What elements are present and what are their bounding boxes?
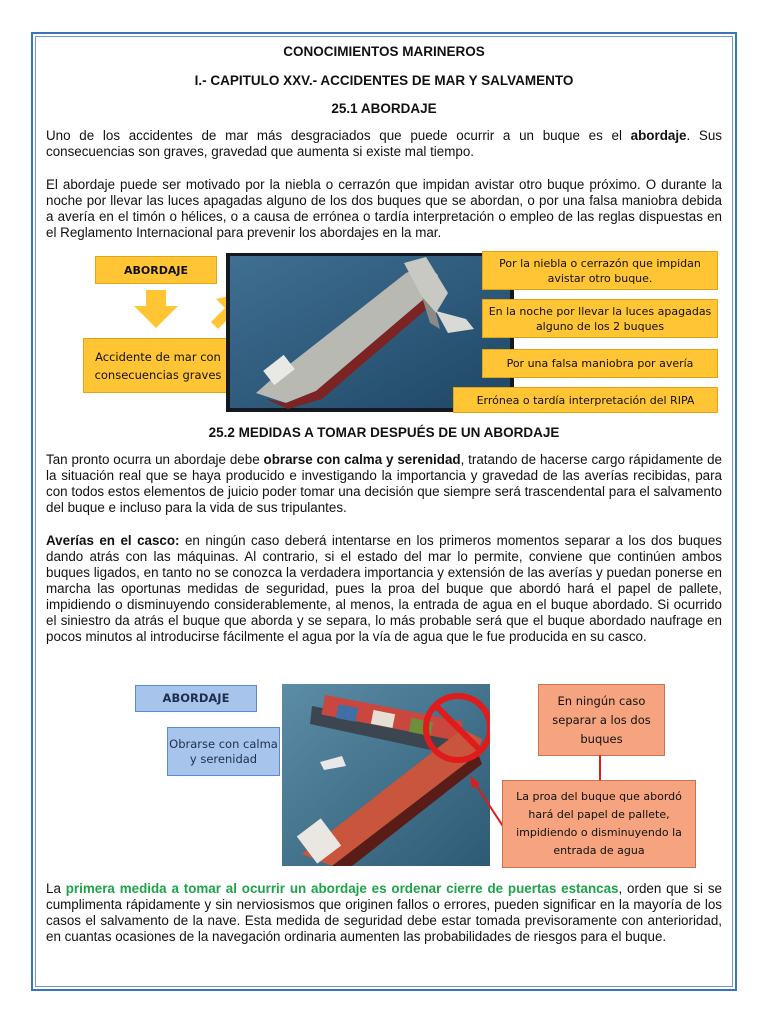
- bow-pallete-box: La proa del buque que abordó hará del papel de pallete, impidiendo o disminuyendo la entrada de agua: [502, 780, 696, 868]
- paragraph-hull-damage-text: en ningún caso deberá intentarse en los primeros momentos separar a los dos buques dando atrás con las máquinas. Al contrario, si el estado del mar lo permite, conviene que continúen ambos buques ligados, en tanto no se conozca la verdadera importancia y extensión de las averías y puedan ponerse en marcha las oportunas medidas de seguridad, pues la proa del buque que abordó hará el papel de pallete, impidiendo o disminuyendo considerablemente, al menos, la entrada de agua en el buque abordado. Si ocurrido el siniestro da atrás el buque que aborda y se separa, lo más probable será que el buque abordado naufrage en pocos minutos al introducirse fácilmente el agua por la vía de agua que le fue producida en su casco.: [46, 533, 723, 644]
- paragraph-calm-bold: obrarse con calma y serenidad: [263, 452, 461, 467]
- paragraph-causes: El abordaje puede ser motivado por la niebla o cerrazón que impidan avistar otro buque próximo. O durante la noche por llevar las luces apagadas alguno de los dos buques que se abordan, o por una falsa maniobra debida a avería en el timón o hélices, o a causa de errónea o tardía interpretación o empleo de las reglas dispuestas en el Reglamento Internacional para prevenir los abordajes en la mar.: [46, 177, 722, 240]
- paragraph-watertight-text-a: La: [46, 881, 66, 896]
- paragraph-watertight-doors: [46, 881, 722, 945]
- section-heading-abordaje: 25.1 ABORDAJE: [331, 101, 437, 116]
- paragraph-watertight-highlight: primera medida a tomar al ocurrir un abordaje es ordenar cierre de puertas estancas: [65, 881, 619, 896]
- paragraph-intro-text-c: . Sus consecuencias son graves, gravedad que aumenta si existe mal tiempo.: [46, 128, 722, 159]
- abordaje-title-box: ABORDAJE: [95, 256, 217, 284]
- paragraph-watertight-text-c: , orden que si se cumplimenta rápidamente y sin nerviosismos que originen fallos o errores, pueden significar en la mayoría de los casos el salvamento de la nave. Esta medida de seguridad debe estar tomada previsoramente con anterioridad, en cuantas ocasiones de la navegación ordinaria aumenten las probabilidades de riesgos para el buque.: [46, 881, 722, 944]
- paragraph-hull-damage-bold: Averías en el casco:: [46, 533, 180, 548]
- paragraph-calm-text-a: Tan pronto ocurra un abordaje debe: [46, 452, 264, 467]
- down-arrow-icon: [132, 290, 180, 330]
- chapter-heading: I.- CAPITULO XXV.- ACCIDENTES DE MAR Y SALVAMENTO: [194, 73, 574, 88]
- cause-night-lights-box: En la noche por llevar la luces apagadas alguno de los 2 buques: [482, 299, 718, 338]
- paragraph-intro: [46, 128, 722, 160]
- cause-maneuver-box: Por una falsa maniobra por avería: [482, 349, 718, 378]
- paragraph-intro-text-a: Uno de los accidentes de mar más desgraciados que puede ocurrir a un buque es el: [46, 128, 631, 143]
- paragraph-calm-text-c: , tratando de hacerse cargo rápidamente de la situación real que se haya producido e investigando la importancia y gravedad de las averías recibidas, para con todos estos elementos de juicio poder tomar una decisión que siempre será trascendental para el salvamento del buque e incluso para la vida de sus tripulantes.: [46, 452, 723, 515]
- document-title: CONOCIMIENTOS MARINEROS: [283, 44, 485, 59]
- paragraph-hull-damage: [46, 533, 722, 645]
- cause-ripa-box: Errónea o tardía interpretación del RIPA: [453, 387, 718, 413]
- collision-photo-2: [282, 684, 490, 866]
- section-heading-measures: 25.2 MEDIDAS A TOMAR DESPUÉS DE UN ABORDAJE: [208, 425, 560, 440]
- consequences-box: Accidente de mar con consecuencias graves: [83, 338, 233, 393]
- no-separate-box: En ningún caso separar a los dos buques: [538, 684, 665, 756]
- paragraph-intro-bold: abordaje: [630, 128, 687, 143]
- abordaje-title-box-2: ABORDAJE: [135, 685, 257, 712]
- paragraph-calm: [46, 452, 722, 516]
- cause-fog-box: Por la niebla o cerrazón que impidan avistar otro buque.: [482, 251, 718, 290]
- calm-box: Obrarse con calma y serenidad: [167, 727, 280, 776]
